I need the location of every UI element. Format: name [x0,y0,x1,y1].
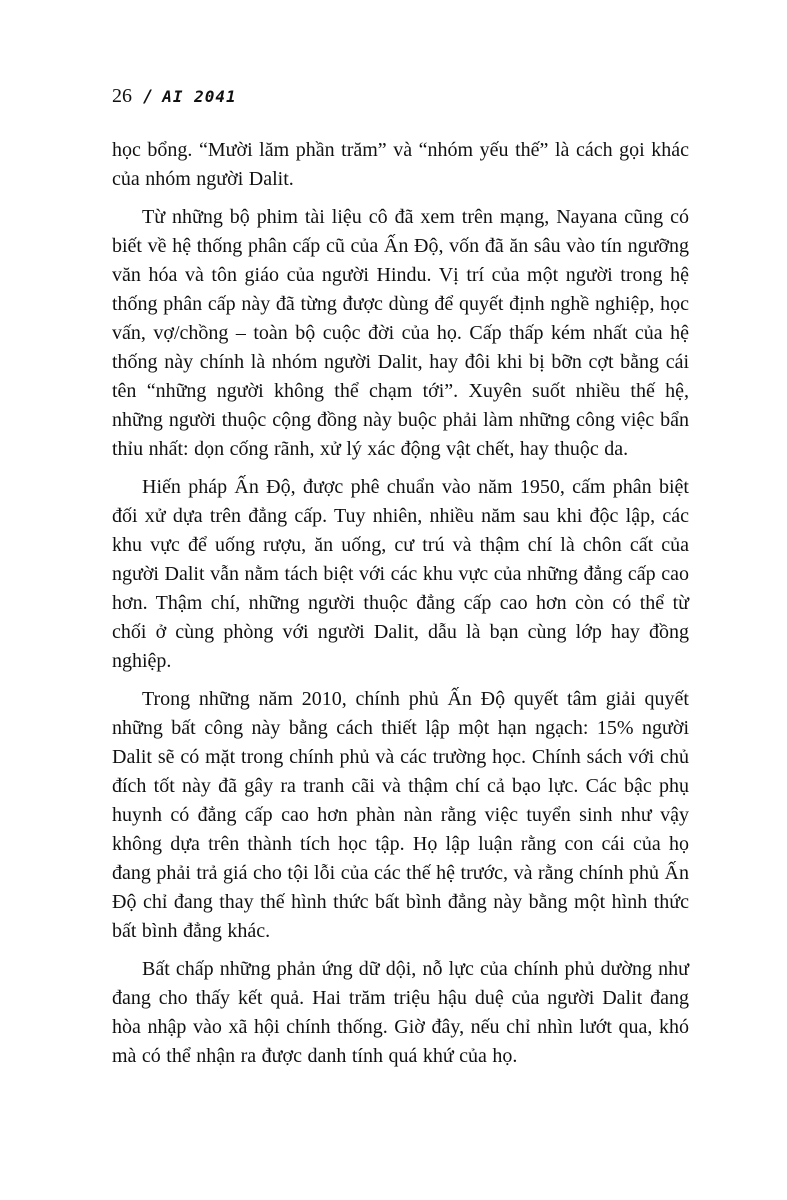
page-body [112,136,689,1071]
header-separator: / [143,87,154,107]
book-title: AI 2041 [162,87,237,106]
paragraph: Hiến pháp Ấn Độ, được phê chuẩn vào năm 1950, cấm phân biệt đối xử dựa trên đẳng cấp. Tuy nhiên, nhiều năm sau khi độc lập, các khu vực để uống rượu, ăn uống, cư trú và thậm chí là chôn cất của người Dalit vẫn nằm tách biệt với các khu vực của những đẳng cấp cao hơn. Thậm chí, những người thuộc đẳng cấp cao hơn còn có thể từ chối ở cùng phòng với người Dalit, dẫu là bạn cùng lớp hay đồng nghiệp. [112,476,689,672]
page-number: 26 [112,85,132,107]
paragraph: Bất chấp những phản ứng dữ dội, nỗ lực của chính phủ dường như đang cho thấy kết quả. Hai trăm triệu hậu duệ của người Dalit đang hòa nhập vào xã hội chính thống. Giờ đây, nếu chỉ nhìn lướt qua, khó mà có thể nhận ra được danh tính quá khứ của họ. [112,958,689,1067]
paragraph-continuation: học bổng. “Mười lăm phần trăm” và “nhóm yếu thế” là cách gọi khác của nhóm người Dalit. [112,139,689,190]
paragraph: Từ những bộ phim tài liệu cô đã xem trên mạng, Nayana cũng có biết về hệ thống phân cấp cũ của Ấn Độ, vốn đã ăn sâu vào tín ngưỡng văn hóa và tôn giáo của người Hindu. Vị trí của một người trong hệ thống phân cấp này đã từng được dùng để quyết định nghề nghiệp, học vấn, vợ/chồng – toàn bộ cuộc đời của họ. Cấp thấp kém nhất của hệ thống này chính là nhóm người Dalit, hay đôi khi bị bỡn cợt bằng cái tên “những người không thể chạm tới”. Xuyên suốt nhiều thế hệ, những người thuộc cộng đồng này buộc phải làm những công việc bẩn thỉu nhất: dọn cống rãnh, xử lý xác động vật chết, hay thuộc da. [112,206,689,460]
paragraph: Trong những năm 2010, chính phủ Ấn Độ quyết tâm giải quyết những bất công này bằng cách thiết lập một hạn ngạch: 15% người Dalit sẽ có mặt trong chính phủ và các trường học. Chính sách với chủ đích tốt này đã gây ra tranh cãi và thậm chí cả bạo lực. Các bậc phụ huynh có đẳng cấp cao hơn phàn nàn rằng việc tuyển sinh như vậy không dựa trên thành tích học tập. Họ lập luận rằng con cái của họ đang phải trả giá cho tội lỗi của các thế hệ trước, và rằng chính phủ Ấn Độ chỉ đang thay thế hình thức bất bình đẳng này bằng một hình thức bất bình đẳng khác. [112,688,689,942]
page-header [112,86,689,106]
